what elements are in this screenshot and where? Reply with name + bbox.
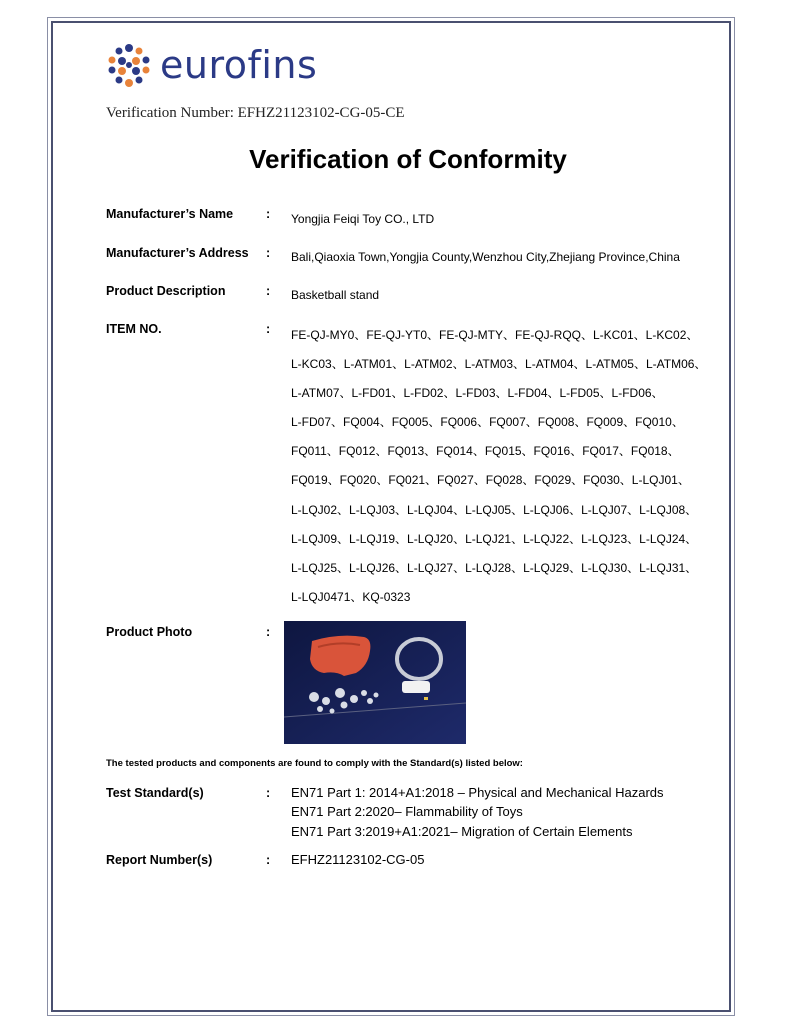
report-number-value: EFHZ21123102-CG-05 [291, 852, 425, 867]
item-no-label: ITEM NO. [106, 322, 162, 336]
manufacturer-name-label: Manufacturer’s Name [106, 207, 234, 221]
verification-number: Verification Number: EFHZ21123102-CG-05-CE [106, 105, 405, 121]
separator-colon: : [266, 625, 271, 639]
manufacturer-address-value: Bali,Qiaoxia Town,Yongjia County,Wenzhou City,Zhejiang Province,China [291, 250, 680, 264]
manufacturer-name-value: Yongjia Feiqi Toy CO., LTD [291, 212, 435, 226]
compliance-note: The tested products and components are found to comply with the Standard(s) listed below: [106, 758, 523, 769]
test-standard-line: EN71 Part 1: 2014+A1:2018 – Physical and Mechanical Hazards [291, 785, 664, 800]
separator-colon: : [266, 322, 271, 336]
eurofins-logo-mark-icon [106, 42, 152, 88]
document-title: Verification of Conformity [249, 144, 567, 174]
test-standard-line: EN71 Part 3:2019+A1:2021– Migration of Certain Elements [291, 824, 633, 839]
item-no-line: FE-QJ-MY0、FE-QJ-YT0、FE-QJ-MTY、FE-QJ-RQQ、L-KC01、L-KC02、 [291, 328, 699, 342]
separator-colon: : [266, 207, 271, 221]
item-no-list [291, 325, 711, 616]
separator-colon: : [266, 284, 271, 298]
report-numbers-label: Report Number(s) [106, 853, 213, 867]
test-standard-line: EN71 Part 2:2020– Flammability of Toys [291, 804, 523, 819]
product-description-label: Product Description [106, 284, 226, 298]
item-no-line: L-FD07、FQ004、FQ005、FQ006、FQ007、FQ008、FQ009、FQ010、 [291, 415, 684, 430]
test-standards-label: Test Standard(s) [106, 786, 204, 800]
product-photo-label: Product Photo [106, 625, 193, 639]
product-description-value: Basketball stand [291, 288, 380, 302]
eurofins-logo [106, 42, 317, 88]
item-no-line: L-LQJ25、L-LQJ26、L-LQJ27、L-LQJ28、L-LQJ29、L-LQJ30、L-LQJ31、 [291, 560, 698, 575]
item-no-line: FQ019、FQ020、FQ021、FQ027、FQ028、FQ029、FQ030、L-LQJ01、 [291, 473, 690, 488]
item-no-line: L-LQJ0471、KQ-0323 [291, 589, 411, 604]
item-no-line: L-LQJ02、L-LQJ03、L-LQJ04、L-LQJ05、L-LQJ06、L-LQJ07、L-LQJ08、 [291, 502, 698, 517]
item-no-line: L-LQJ09、L-LQJ19、L-LQJ20、L-LQJ21、L-LQJ22、L-LQJ23、L-LQJ24、 [291, 531, 698, 546]
separator-colon: : [266, 786, 271, 800]
item-no-line: FQ011、FQ012、FQ013、FQ014、FQ015、FQ016、FQ017、FQ018、 [291, 444, 680, 459]
item-no-line: L-KC03、L-ATM01、L-ATM02、L-ATM03、L-ATM04、L-ATM05、L-ATM06、 [291, 357, 707, 372]
manufacturer-address-label: Manufacturer’s Address [106, 246, 249, 260]
item-no-line: L-ATM07、L-FD01、L-FD02、L-FD03、L-FD04、L-FD05、L-FD06、 [291, 386, 664, 401]
separator-colon: : [266, 853, 271, 867]
eurofins-wordmark: eurofins [160, 43, 318, 87]
product-photo [284, 621, 466, 744]
separator-colon: : [266, 246, 271, 260]
